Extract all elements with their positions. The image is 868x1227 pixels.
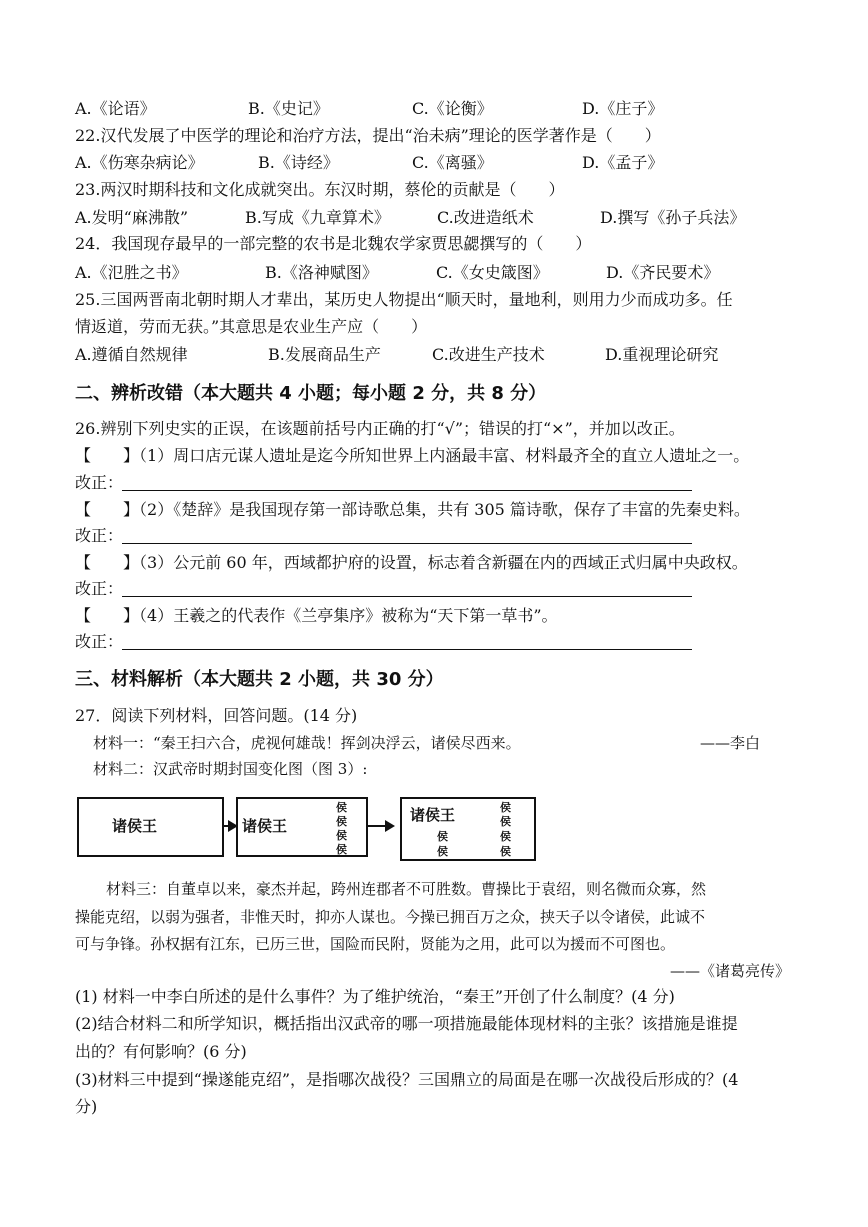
- material-3-source: ——《诸葛亮传》: [670, 962, 791, 980]
- q22-stem: 22.汉代发展了中医学的理论和治疗方法，提出“治未病”理论的医学著作是（ ）: [75, 126, 661, 145]
- q21-option-a: A.《论语》: [75, 99, 156, 118]
- q26-item-4: [75, 605, 558, 627]
- marquis-3-4: 侯: [500, 845, 511, 858]
- diagram-box-1-label: 诸侯王: [112, 817, 158, 835]
- q25-option-c: C.改进生产技术: [432, 345, 545, 364]
- q26-item-4-text: （4）王羲之的代表作《兰亭集序》被称为“天下第一草书”。: [139, 606, 558, 625]
- q27-sub-2-line2: 出的？有何影响？(6 分): [75, 1042, 247, 1061]
- marquis-2-2: 侯: [336, 815, 347, 828]
- q26-item-2: [75, 499, 750, 521]
- q24-option-b: B.《洛神赋图》: [265, 263, 378, 282]
- answer-bracket[interactable]: 【 】: [75, 446, 140, 465]
- marquis-3-2: 侯: [500, 815, 511, 828]
- section-2-title: 二、辨析改错（本大题共 4 小题；每小题 2 分，共 8 分）: [75, 383, 547, 404]
- q22-option-b: B.《诗经》: [258, 153, 339, 172]
- answer-bracket[interactable]: 【 】: [75, 553, 140, 572]
- q22-option-c: C.《离骚》: [412, 153, 493, 172]
- q25-stem-line1: 25.三国两晋南北朝时期人才辈出，某历史人物提出“顺天时，量地利，则用力少而成功多。任: [75, 290, 733, 309]
- q23-option-b: B.写成《九章算术》: [245, 208, 390, 227]
- q27-sub-3-line2: 分): [75, 1097, 98, 1116]
- arrow-2-head: [385, 820, 395, 832]
- q26-item-1: [75, 445, 749, 467]
- marquis-3-5: 侯: [437, 830, 448, 843]
- marquis-3-6: 侯: [437, 845, 448, 858]
- marquis-2-1: 侯: [336, 801, 347, 814]
- marquis-3-1: 侯: [500, 801, 511, 814]
- q25-option-a: A.遵循自然规律: [75, 345, 188, 364]
- q27-sub-2-line1: (2)结合材料二和所学知识，概括指出汉武帝的哪一项措施最能体现材料的主张？该措施是谁提: [75, 1014, 738, 1033]
- material-1: 材料一：“秦王扫六合，虎视何雄哉！挥剑决浮云，诸侯尽西来。: [93, 734, 521, 752]
- correction-line-4[interactable]: [122, 649, 692, 650]
- q24-option-d: D.《齐民要术》: [606, 263, 720, 282]
- correction-label-1: 改正：: [75, 473, 124, 492]
- q23-stem: 23.两汉时期科技和文化成就突出。东汉时期，蔡伦的贡献是（ ）: [75, 180, 565, 199]
- q24-stem: 24．我国现存最早的一部完整的农书是北魏农学家贾思勰撰写的（ ）: [75, 234, 592, 253]
- answer-bracket[interactable]: 【 】: [75, 500, 140, 519]
- correction-label-4: 改正：: [75, 632, 124, 651]
- diagram-box-3-label: 诸侯王: [410, 806, 456, 824]
- q25-option-d: D.重视理论研究: [605, 345, 719, 364]
- correction-line-3[interactable]: [122, 596, 692, 597]
- q26-item-2-text: （2）《楚辞》是我国现存第一部诗歌总集，共有 305 篇诗歌，保存了丰富的先秦史料。: [139, 500, 750, 519]
- correction-label-2: 改正：: [75, 526, 124, 545]
- diagram-box-2-label: 诸侯王: [242, 817, 288, 835]
- material-3-line2: 操能克绍，以弱为强者，非惟天时，抑亦人谋也。今操已拥百万之众，挟天子以令诸侯，此诚不: [75, 908, 706, 926]
- marquis-2-4: 侯: [336, 843, 347, 856]
- marquis-3-3: 侯: [500, 830, 511, 843]
- q22-option-d: D.《孟子》: [582, 153, 664, 172]
- q26-item-1-text: （1）周口店元谋人遗址是迄今所知世界上内涵最丰富、材料最齐全的直立人遗址之一。: [139, 446, 750, 465]
- material-1-author: ——李白: [700, 734, 761, 752]
- q23-option-a: A.发明“麻沸散”: [75, 208, 189, 227]
- q24-option-c: C.《女史箴图》: [436, 263, 549, 282]
- q26-item-3: [75, 552, 748, 574]
- q25-stem-line2: 情返道，劳而无获。”其意思是农业生产应（ ）: [75, 317, 428, 336]
- q26-item-3-text: （3）公元前 60 年，西域都护府的设置，标志着含新疆在内的西域正式归属中央政权。: [139, 553, 748, 572]
- correction-label-3: 改正：: [75, 579, 124, 598]
- q23-option-d: D.撰写《孙子兵法》: [600, 208, 746, 227]
- answer-bracket[interactable]: 【 】: [75, 606, 140, 625]
- q27-sub-3-line1: (3)材料三中提到“操遂能克绍”，是指哪次战役？三国鼎立的局面是在哪一次战役后形成的？(4: [75, 1070, 739, 1089]
- q22-option-a: A.《伤寒杂病论》: [75, 153, 204, 172]
- q26-stem: 26.辨别下列史实的正误，在该题前括号内正确的打“√”；错误的打“×”，并加以改正。: [75, 419, 685, 438]
- marquis-2-3: 侯: [336, 829, 347, 842]
- correction-line-2[interactable]: [122, 543, 692, 544]
- q21-option-b: B.《史记》: [248, 99, 329, 118]
- q27-stem: 27．阅读下列材料，回答问题。(14 分): [75, 706, 358, 725]
- q21-option-c: C.《论衡》: [412, 99, 493, 118]
- q21-option-d: D.《庄子》: [582, 99, 664, 118]
- q27-sub-1: (1) 材料一中李白所述的是什么事件？为了维护统治，“秦王”开创了什么制度？(4 分): [75, 987, 675, 1006]
- material-3-line3: 可与争锋。孙权据有江东，已历三世，国险而民附，贤能为之用，此可以为援而不可图也。: [75, 935, 676, 953]
- material-3-line1: 材料三：自董卓以来，豪杰并起，跨州连郡者不可胜数。曹操比于袁绍，则名微而众寡，然: [106, 880, 707, 898]
- material-2: 材料二：汉武帝时期封国变化图（图 3）:: [93, 760, 368, 778]
- q25-option-b: B.发展商品生产: [268, 345, 381, 364]
- correction-line-1[interactable]: [122, 490, 692, 491]
- q23-option-c: C.改进造纸术: [437, 208, 534, 227]
- section-3-title: 三、材料解析（本大题共 2 小题，共 30 分）: [75, 669, 444, 690]
- q24-option-a: A.《氾胜之书》: [75, 263, 188, 282]
